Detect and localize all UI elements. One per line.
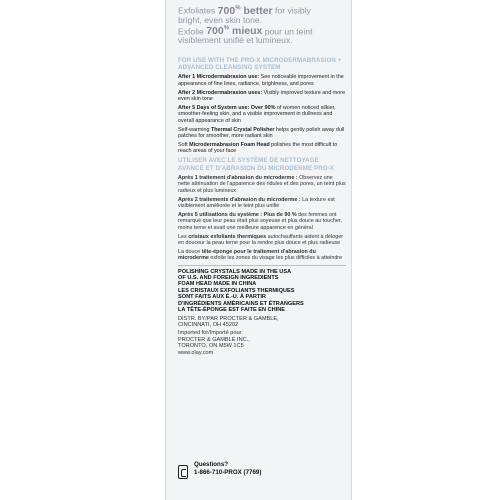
origin-line: POLISHING CRYSTALS MADE IN THE USA — [178, 268, 292, 275]
english-item-bold: After 1 Microdermabrasion use: — [178, 74, 260, 81]
english-item-bold: After 2 Microdermabrasion uses: — [178, 89, 263, 96]
french-item-text: exfolie les zones du visage les plus difficiles à atteindre — [208, 255, 343, 262]
english-item-text: of women noticed silkier, smoother-feeling skin, and a visible improvement in dullness and overall appearance of skin — [178, 105, 336, 124]
contact-footer — [178, 461, 348, 491]
english-items — [178, 74, 346, 154]
origin-line: FOAM HEAD MADE IN CHINA — [178, 281, 257, 288]
english-item-text: polishes the most difficult to reach areas of your face — [178, 142, 338, 155]
importer-info — [178, 330, 346, 356]
english-item — [178, 105, 346, 124]
origin-line: D'INGRÉDIENTS AMÉRICAINS ET ÉTRANGERS — [178, 300, 304, 307]
instructions — [178, 57, 346, 356]
french-items — [178, 175, 346, 262]
importer-line: www.olay.com — [178, 349, 214, 356]
origin-line: LES CRISTAUX EXFOLIANTS THERMIQUES — [178, 287, 295, 294]
claim-en-line1 — [178, 4, 348, 16]
claim-fr-post: pour un teint — [264, 26, 313, 36]
distributor-line: CINCINNATI, OH 45202 — [178, 321, 239, 328]
french-item — [178, 212, 346, 231]
english-item-bold: After 5 Days of System use: Over 90% — [178, 105, 276, 112]
origin-line: OF U.S. AND FOREIGN INGREDIENTS — [178, 275, 279, 282]
claim-en-num: 700 — [217, 4, 236, 17]
questions-label: Questions? — [194, 461, 229, 468]
importer-line: PROCTER & GAMBLE INC., — [178, 336, 250, 343]
origin-line: LA TÊTE-ÉPONGE EST FAITE EN CHINE — [178, 307, 286, 314]
french-item-text: Observez une nette atténuation de l'apparence des ridules et des pores, un teint plus radieux et plus lumineux — [178, 174, 346, 194]
english-item-text: Visibly improved texture and more even skin tone — [178, 89, 346, 103]
package-panel — [165, 0, 352, 500]
phone-number[interactable]: 1-866-710-PROX (7769) — [194, 468, 262, 476]
english-item-pre: Soft — [178, 142, 190, 149]
claim-fr-pct: % — [223, 25, 230, 32]
french-item-bold: tête-éponge pour le traitement d'abrasion du microderme — [178, 248, 316, 262]
french-item-text: autochauffants aident à déloger en douceur la peau terne pour la rendre plus douce et plus radieuse — [178, 233, 344, 246]
claim-fr-line2: visiblement unifié et lumineux. — [178, 35, 293, 45]
english-item-bold: Thermal Crystal Polisher — [210, 126, 275, 133]
french-item-bold: Après 2 traitements d'abrasion du microderme : — [178, 196, 301, 203]
importer-line: TORONTO, ON M5W 1C5 — [178, 343, 244, 350]
contact-text — [194, 461, 261, 476]
origin-line: SONT FAITS AUX É.-U. À PARTIR — [178, 294, 266, 301]
english-item-bold: Microdermabrasion Foam Head — [189, 142, 270, 149]
english-item — [178, 74, 346, 87]
french-item — [178, 234, 346, 247]
distributor-line: DISTR. BY/PAR PROCTER & GAMBLE, — [178, 315, 279, 322]
importer-line: Imported for/Importé pour — [178, 330, 242, 337]
english-item — [178, 142, 346, 155]
english-item-text: See noticeable improvement in the appearance of fine lines, radiance, brightness, and pores — [178, 74, 344, 87]
french-item-text: des femmes ont remarqué que leur peau était plus soyeuse et plus douce au toucher, moins terne et avait une meilleure apparence en général — [178, 211, 342, 231]
claim-fr-pre: Exfolie — [178, 26, 204, 36]
english-item — [178, 127, 346, 140]
french-item-bold: cristaux exfoliants thermiques — [188, 233, 267, 240]
claim-fr-mieux: mieux — [231, 25, 263, 37]
claim-en-post: for visibly — [275, 5, 311, 16]
claim-en-line2: bright, even skin tone. — [178, 14, 263, 25]
divider — [178, 265, 346, 266]
french-item-pre: Les — [178, 233, 189, 240]
claim-header — [178, 4, 348, 45]
french-heading: UTILISER AVEC LE SYSTÈME DE NETTOYAGE AVANCÉ ET D'ABRASION DU MICRODERME PRO-X — [178, 157, 335, 172]
french-item-text: La texture est visiblement améliorée et le teint plus unifié — [178, 196, 335, 209]
recycle-icon — [178, 465, 188, 479]
claim-fr-num: 700 — [206, 25, 224, 37]
french-item — [178, 249, 346, 262]
french-item-bold: Après 1 traitement d'abrasion du microderme : — [178, 174, 298, 181]
french-item — [178, 175, 346, 194]
french-item — [178, 197, 346, 210]
origin-statement — [178, 269, 346, 314]
english-item — [178, 90, 346, 103]
english-heading: FOR USE WITH THE PRO-X MICRODERMABRASION + ADVANCED CLEANSING SYSTEM — [178, 57, 342, 72]
claim-en-pre: Exfoliates — [178, 5, 216, 16]
claim-en-better: better — [243, 4, 273, 17]
distributor-info — [178, 316, 346, 329]
english-item-pre: Self-warming — [178, 126, 211, 133]
english-item-text: helps gently polish away dull patches for smoother, more radiant skin — [178, 126, 345, 140]
claim-en-pct: % — [235, 5, 241, 11]
french-item-pre: La douce — [178, 248, 202, 255]
french-item-bold: Après 5 utilisations du système : Plus de 90 % — [178, 211, 297, 218]
